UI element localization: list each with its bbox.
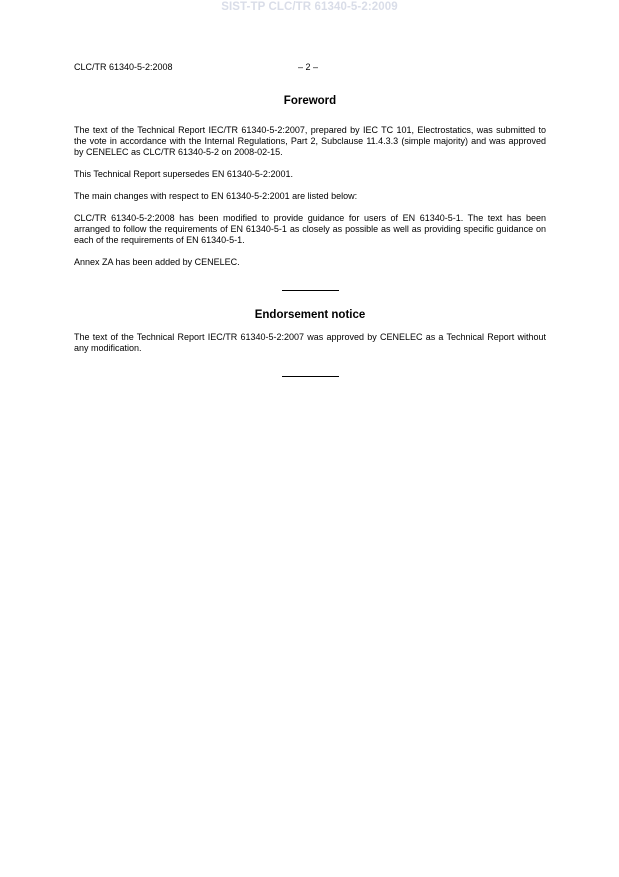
endorsement-paragraph: The text of the Technical Report IEC/TR 61340-5-2:2007 was approved by CENELEC as a Technical Report without any modification.	[74, 332, 546, 353]
page-number: – 2 –	[298, 62, 319, 72]
foreword-paragraph: Annex ZA has been added by CENELEC.	[74, 257, 240, 267]
foreword-title: Foreword	[283, 95, 337, 107]
endorsement-title: Endorsement notice	[254, 309, 366, 321]
section-divider	[282, 290, 339, 291]
foreword-paragraph: CLC/TR 61340-5-2:2008 has been modified to provide guidance for users of EN 61340-5-1. The text has been arranged to follow the requirements of EN 61340-5-1 as closely as possible as well as providing specific guidance on each of the requirements of EN 61340-5-1.	[74, 213, 546, 245]
foreword-paragraph: The text of the Technical Report IEC/TR 61340-5-2:2007, prepared by IEC TC 101, Electrostatics, was submitted to the vote in accordance with the Internal Regulations, Part 2, Subclause 11.4.3.3 (simple majority) and was approved by CENELEC as CLC/TR 61340-5-2 on 2008-02-15.	[74, 125, 546, 157]
document-id: CLC/TR 61340-5-2:2008	[74, 62, 173, 72]
page-content	[74, 94, 546, 377]
foreword-paragraph: This Technical Report supersedes EN 61340-5-2:2001.	[74, 169, 293, 179]
foreword-paragraph: The main changes with respect to EN 61340-5-2:2001 are listed below:	[74, 191, 358, 201]
watermark: SIST-TP CLC/TR 61340-5-2:2009	[221, 1, 398, 13]
end-divider	[282, 376, 339, 377]
